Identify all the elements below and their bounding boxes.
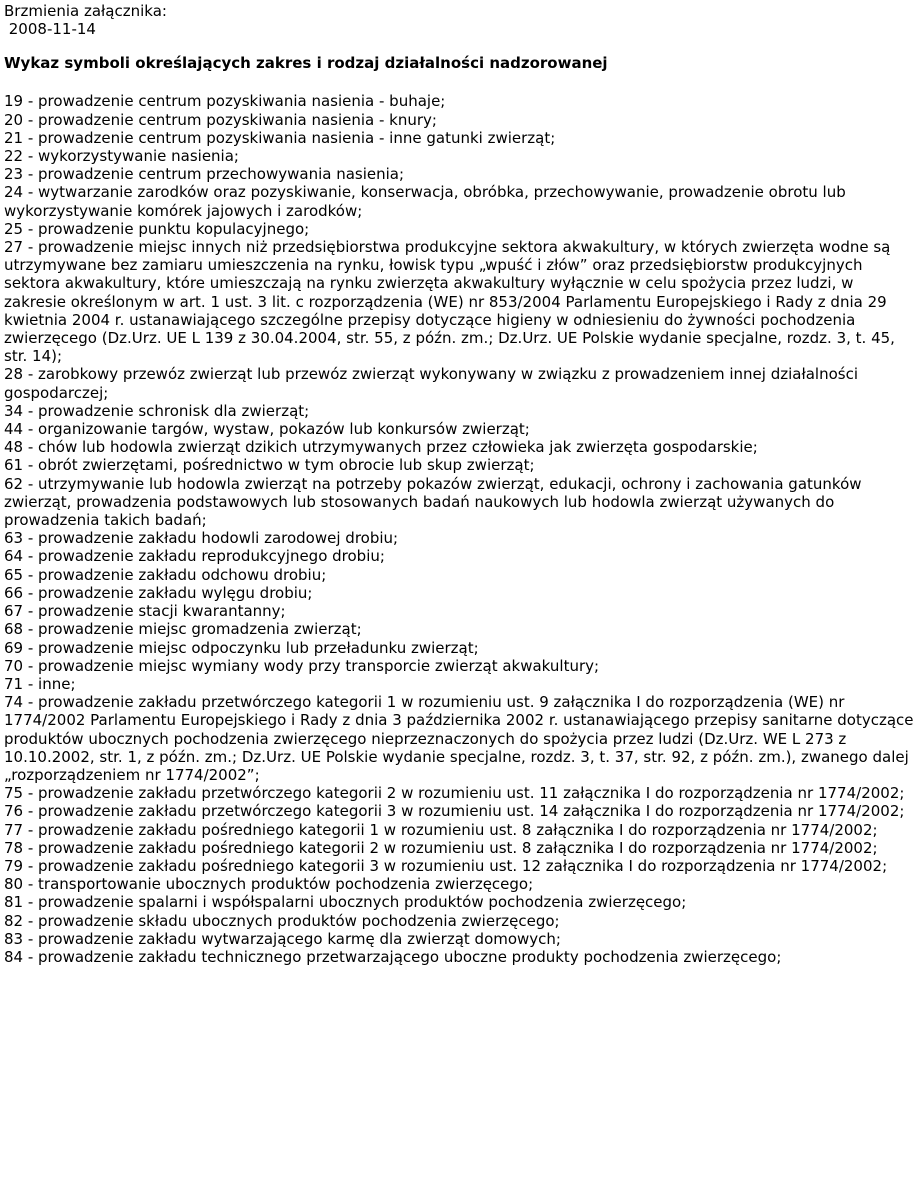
- list-item: 83 - prowadzenie zakładu wytwarzającego karmę dla zwierząt domowych;: [4, 929, 561, 948]
- list-item: 23 - prowadzenie centrum przechowywania nasienia;: [4, 165, 405, 184]
- list-item: 81 - prowadzenie spalarni i współspalarni ubocznych produktów pochodzenia zwierzęcego;: [4, 893, 687, 912]
- list-item: 27 - prowadzenie miejsc innych niż przedsiębiorstwa produkcyjne sektora akwakultury, w których zwierzęta wodne są utrzymywane bez zamiaru umieszczenia na rynku, łowisk typu „wpuść i złów” oraz przedsiębiorstw produkcyjnych sektora akwakultury, które umieszczają na rynku zwierzęta akwakultury wyłącznie w celu spożycia przez ludzi, w zakresie określonym w art. 1 ust. 3 lit. c rozporządzenia (WE) nr 853/2004 Parlamentu Europejskiego i Rady z dnia 29 kwietnia 2004 r. ustanawiającego szczególne przepisy dotyczące higieny w odniesieniu do żywności pochodzenia zwierzęcego (Dz.Urz. UE L 139 z 30.04.2004, str. 55, z późn. zm.; Dz.Urz. UE Polskie wydanie specjalne, rozdz. 3, t. 45, str. 14);: [4, 238, 895, 366]
- list-item: 78 - prowadzenie zakładu pośredniego kategorii 2 w rozumieniu ust. 8 załącznika I do rozporządzenia nr 1774/2002;: [4, 838, 878, 857]
- list-item: 80 - transportowanie ubocznych produktów pochodzenia zwierzęcego;: [4, 875, 534, 894]
- list-item: 66 - prowadzenie zakładu wylęgu drobiu;: [4, 583, 313, 602]
- list-item: 28 - zarobkowy przewóz zwierząt lub przewóz zwierząt wykonywany w związku z prowadzeniem innej działalności gospodarczej;: [4, 365, 858, 402]
- list-item: 79 - prowadzenie zakładu pośredniego kategorii 3 w rozumieniu ust. 12 załącznika I do rozporządzenia nr 1774/2002;: [4, 856, 888, 875]
- version-date: 2008-11-14: [4, 20, 96, 39]
- list-item: 48 - chów lub hodowla zwierząt dzikich utrzymywanych przez człowieka jak zwierzęta gospodarskie;: [4, 438, 758, 457]
- list-item: 24 - wytwarzanie zarodków oraz pozyskiwanie, konserwacja, obróbka, przechowywanie, prowadzenie obrotu lub wykorzystywanie komórek jajowych i zarodków;: [4, 183, 846, 220]
- list-item: 77 - prowadzenie zakładu pośredniego kategorii 1 w rozumieniu ust. 8 załącznika I do rozporządzenia nr 1774/2002;: [4, 820, 878, 839]
- symbol-list: [4, 92, 915, 966]
- list-item: 82 - prowadzenie składu ubocznych produktów pochodzenia zwierzęcego;: [4, 911, 560, 930]
- list-item: 22 - wykorzystywanie nasienia;: [4, 147, 239, 166]
- list-item: 21 - prowadzenie centrum pozyskiwania nasienia - inne gatunki zwierząt;: [4, 128, 556, 147]
- list-item: 84 - prowadzenie zakładu technicznego przetwarzającego uboczne produkty pochodzenia zwierzęcego;: [4, 947, 782, 966]
- document-header: [4, 2, 915, 38]
- list-item: 34 - prowadzenie schronisk dla zwierząt;: [4, 401, 310, 420]
- list-item: 63 - prowadzenie zakładu hodowli zarodowej drobiu;: [4, 529, 399, 548]
- list-item: 70 - prowadzenie miejsc wymiany wody przy transporcie zwierząt akwakultury;: [4, 656, 600, 675]
- document-title: Wykaz symboli określających zakres i rodzaj działalności nadzorowanej: [4, 54, 608, 73]
- list-item: 68 - prowadzenie miejsc gromadzenia zwierząt;: [4, 620, 362, 639]
- list-item: 74 - prowadzenie zakładu przetwórczego kategorii 1 w rozumieniu ust. 9 załącznika I do rozporządzenia (WE) nr 1774/2002 Parlamentu Europejskiego i Rady z dnia 3 października 2002 r. ustanawiającego przepisy sanitarne dotyczące produktów ubocznych pochodzenia zwierzęcego nieprzeznaczonych do spożycia przez ludzi (Dz.Urz. WE L 273 z 10.10.2002, str. 1, z późn. zm.; Dz.Urz. UE Polskie wydanie specjalne, rozdz. 3, t. 37, str. 92, z późn. zm.), zwanego dalej „rozporządzeniem nr 1774/2002”;: [4, 693, 914, 784]
- list-item: 67 - prowadzenie stacji kwarantanny;: [4, 602, 286, 621]
- list-item: 75 - prowadzenie zakładu przetwórczego kategorii 2 w rozumieniu ust. 11 załącznika I do rozporządzenia nr 1774/2002;: [4, 784, 905, 803]
- list-item: 25 - prowadzenie punktu kopulacyjnego;: [4, 219, 310, 238]
- list-item: 71 - inne;: [4, 674, 76, 693]
- list-item: 65 - prowadzenie zakładu odchowu drobiu;: [4, 565, 327, 584]
- list-item: 76 - prowadzenie zakładu przetwórczego kategorii 3 w rozumieniu ust. 14 załącznika I do rozporządzenia nr 1774/2002;: [4, 802, 905, 821]
- version-label: Brzmienia załącznika:: [4, 2, 167, 20]
- list-item: 69 - prowadzenie miejsc odpoczynku lub przeładunku zwierząt;: [4, 638, 479, 657]
- list-item: 44 - organizowanie targów, wystaw, pokazów lub konkursów zwierząt;: [4, 420, 530, 439]
- list-item: 19 - prowadzenie centrum pozyskiwania nasienia - buhaje;: [4, 92, 446, 111]
- list-item: 64 - prowadzenie zakładu reprodukcyjnego drobiu;: [4, 547, 385, 566]
- list-item: 61 - obrót zwierzętami, pośrednictwo w tym obrocie lub skup zwierząt;: [4, 456, 535, 475]
- list-item: 20 - prowadzenie centrum pozyskiwania nasienia - knury;: [4, 110, 437, 129]
- list-item: 62 - utrzymywanie lub hodowla zwierząt na potrzeby pokazów zwierząt, edukacji, ochrony i zachowania gatunków zwierząt, prowadzenia podstawowych lub stosowanych badań naukowych lub hodowla zwierząt używanych do prowadzenia takich badań;: [4, 474, 862, 530]
